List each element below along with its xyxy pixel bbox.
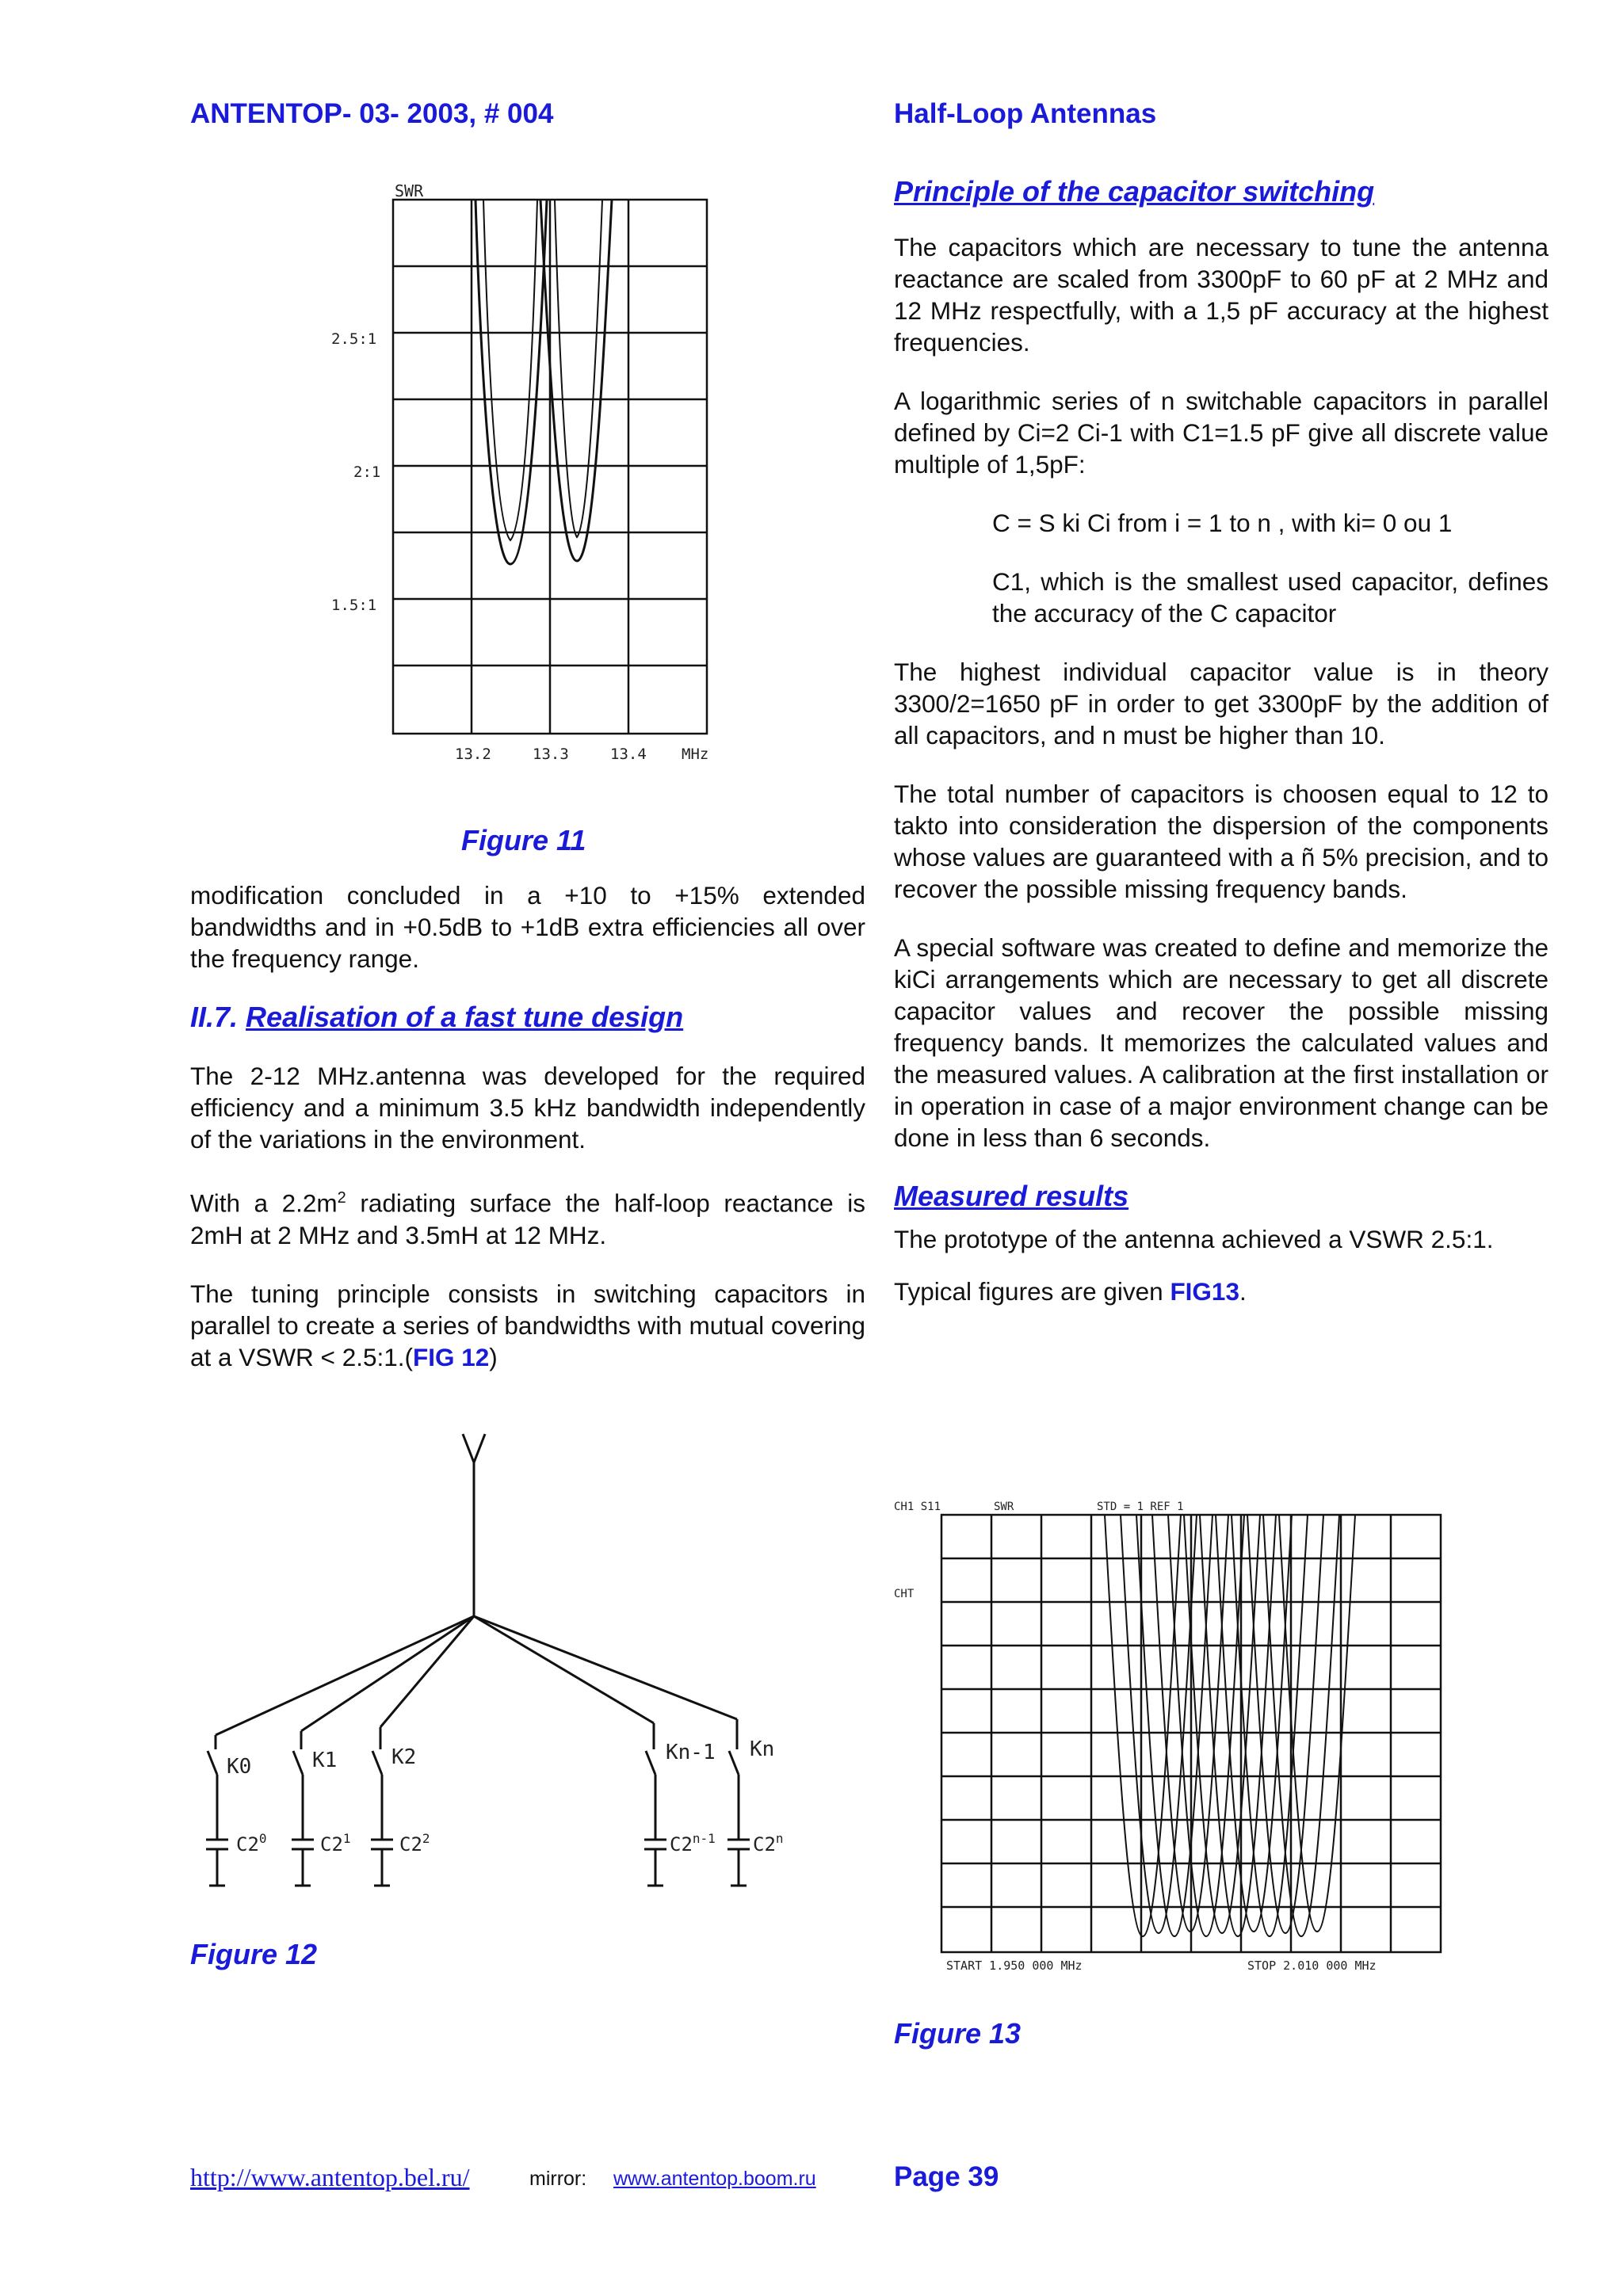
para-logarithmic: A logarithmic series of n switchable capacitors in parallel defined by Ci=2 Ci-1 with C1=1.5 pF give all discrete value multiple of 1,5pF: [894, 387, 1549, 479]
fig13-top-label-1: CH1 S11 [894, 1501, 941, 1513]
footer-link-mirror-text[interactable]: www.antentop.boom.ru [613, 2168, 816, 2190]
branch-2 [371, 1751, 393, 1886]
article-header: Half-Loop Antennas [894, 98, 1157, 129]
fig11-x-unit: MHz [682, 746, 709, 763]
branch-n [727, 1751, 750, 1886]
right-column-text [894, 176, 1549, 1334]
fig11-x-tick-2: 13.3 [533, 746, 569, 763]
fig13-top-label-3: STD = 1 REF 1 [1097, 1501, 1184, 1513]
page-number: Page 39 [894, 2161, 999, 2192]
para-prototype: The prototype of the antenna achieved a VSWR 2.5:1. [894, 1225, 1494, 1253]
figure-13-swr-plot [891, 1496, 1461, 1979]
figure-11-swr-plot [325, 181, 737, 770]
section1-title-text: Principle of the capacitor switching [894, 175, 1375, 208]
fig13-grid [941, 1515, 1441, 1952]
para-tuning-b: ) [489, 1342, 498, 1371]
fig13-bottom-right: STOP 2.010 000 MHz [1247, 1958, 1377, 1973]
para-typical-b: . [1239, 1277, 1247, 1306]
fig11-y-tick-2: 2:1 [353, 463, 381, 481]
fig13-top-label-2: SWR [994, 1501, 1014, 1513]
para-tuning [190, 1278, 865, 1373]
fig13-left-label-1: CHT [894, 1588, 915, 1600]
wire-kn1 [474, 1616, 654, 1723]
para-highest: The highest individual capacitor value is in theory 3300/2=1650 pF in order to get 3300pF by the addition of all capacitors, and n must be higher than 10. [894, 658, 1549, 749]
branch-1 [292, 1751, 314, 1886]
footer-link-main[interactable] [190, 2163, 470, 2192]
wire-k1 [301, 1616, 474, 1731]
para-developed: The 2-12 MHz.antenna was developed for the required efficiency and a minimum 3.5 kHz bandwidth independently of the variations in the environment. [190, 1062, 865, 1154]
fig11-curve-2 [540, 200, 612, 561]
para-c1: C1, which is the smallest used capacitor, defines the accuracy of the C capacitor [992, 567, 1549, 627]
figure-13-caption: Figure 13 [894, 2017, 1022, 2050]
para-tuning-a: The tuning principle consists in switching capacitors in parallel to create a series of bandwidths with mutual covering at a VSWR < 2.5:1.( [190, 1279, 865, 1371]
fig12-reference: FIG 12 [413, 1342, 490, 1371]
section-measured-results-title [894, 1180, 1549, 1212]
branch-n-1 [644, 1751, 666, 1886]
para-surface-a: With a 2.2m [190, 1188, 338, 1218]
fig11-y-tick-1: 2.5:1 [331, 330, 377, 348]
fig13-bottom-left: START 1.950 000 MHz [946, 1958, 1083, 1973]
para-capacitors: The capacitors which are necessary to tune the antenna reactance are scaled from 3300pF to 60 pF at 2 MHz and 12 MHz respectfully, with a 1,5 pF accuracy at the highest frequencies. [894, 233, 1549, 357]
formula: C = S ki Ci from i = 1 to n , with ki= 0 ou 1 [992, 509, 1453, 537]
fig11-y-label: SWR [395, 181, 424, 200]
switch-label-kn: Kn [750, 1737, 775, 1761]
fig13-curves [1105, 1515, 1355, 1936]
wire-kn [474, 1616, 737, 1719]
antenna-symbol [463, 1434, 485, 1616]
cap-label-1: $C2^1$ [320, 1831, 351, 1855]
footer-mirror-label: mirror: [529, 2168, 587, 2190]
section-title-text: Realisation of a fast tune design [246, 1001, 684, 1033]
wire-k0 [216, 1616, 474, 1735]
branch-0 [206, 1751, 228, 1886]
fig11-x-tick-3: 13.4 [610, 746, 647, 763]
section2-title-text: Measured results [894, 1180, 1129, 1212]
left-column-text [190, 879, 865, 1400]
footer-link-mirror[interactable] [613, 2168, 816, 2191]
journal-header: ANTENTOP- 03- 2003, # 004 [190, 98, 554, 129]
footer-link-main-text[interactable]: http://www.antentop.bel.ru/ [190, 2163, 470, 2191]
para-surface-b: radiating surface the half-loop reactance is 2mH at 2 MHz and 3.5mH at 12 MHz. [190, 1188, 865, 1249]
section-ii7-title [190, 1001, 865, 1033]
para-typical-a: Typical figures are given [894, 1277, 1170, 1306]
section-number: II.7. [190, 1001, 239, 1033]
cap-label-n: C2$^n$ [753, 1831, 784, 1855]
figure-12-circuit [190, 1418, 856, 1925]
fig11-y-tick-3: 1.5:1 [331, 597, 377, 614]
para-typical [894, 1276, 1549, 1307]
switch-label-k1: K1 [312, 1749, 338, 1772]
para-surface-sup: 2 [337, 1189, 346, 1207]
para-surface [190, 1182, 865, 1251]
cap-label-n-1: C2$^{n-1}$ [670, 1831, 716, 1855]
fig13-reference: FIG13 [1170, 1277, 1239, 1306]
switch-label-k2: K2 [391, 1745, 417, 1769]
cap-label-2: $C2^2$ [399, 1831, 430, 1855]
para-software: A special software was created to define and memorize the kiCi arrangements which are necessary to get all discrete capacitor values and recover the possible missing frequency bands. It memorizes the calculated values and the measured values. A calibration at the first installation or in operation in case of a major environment change can be done in less than 6 seconds. [894, 933, 1549, 1152]
para-continuation: modification concluded in a +10 to +15% extended bandwidths and in +0.5dB to +1dB extra efficiencies all over the frequency range. [190, 881, 865, 973]
fig11-x-tick-1: 13.2 [455, 746, 491, 763]
figure-12-caption: Figure 12 [190, 1938, 318, 1970]
switch-label-k0: K0 [227, 1755, 252, 1779]
fig11-grid [393, 200, 707, 734]
fig11-curve-4 [555, 200, 602, 537]
wire-k2 [380, 1616, 474, 1727]
section-capacitor-switching-title [894, 176, 1549, 208]
switch-label-kn1: Kn-1 [666, 1741, 716, 1764]
para-total: The total number of capacitors is choosen equal to 12 to takto into consideration the dispersion of the components whose values are guaranteed with a ñ 5% precision, and to recover the possible missing frequency bands. [894, 780, 1549, 903]
cap-label-0: $C2^0$ [236, 1831, 267, 1855]
figure-11-caption: Figure 11 [461, 824, 586, 856]
